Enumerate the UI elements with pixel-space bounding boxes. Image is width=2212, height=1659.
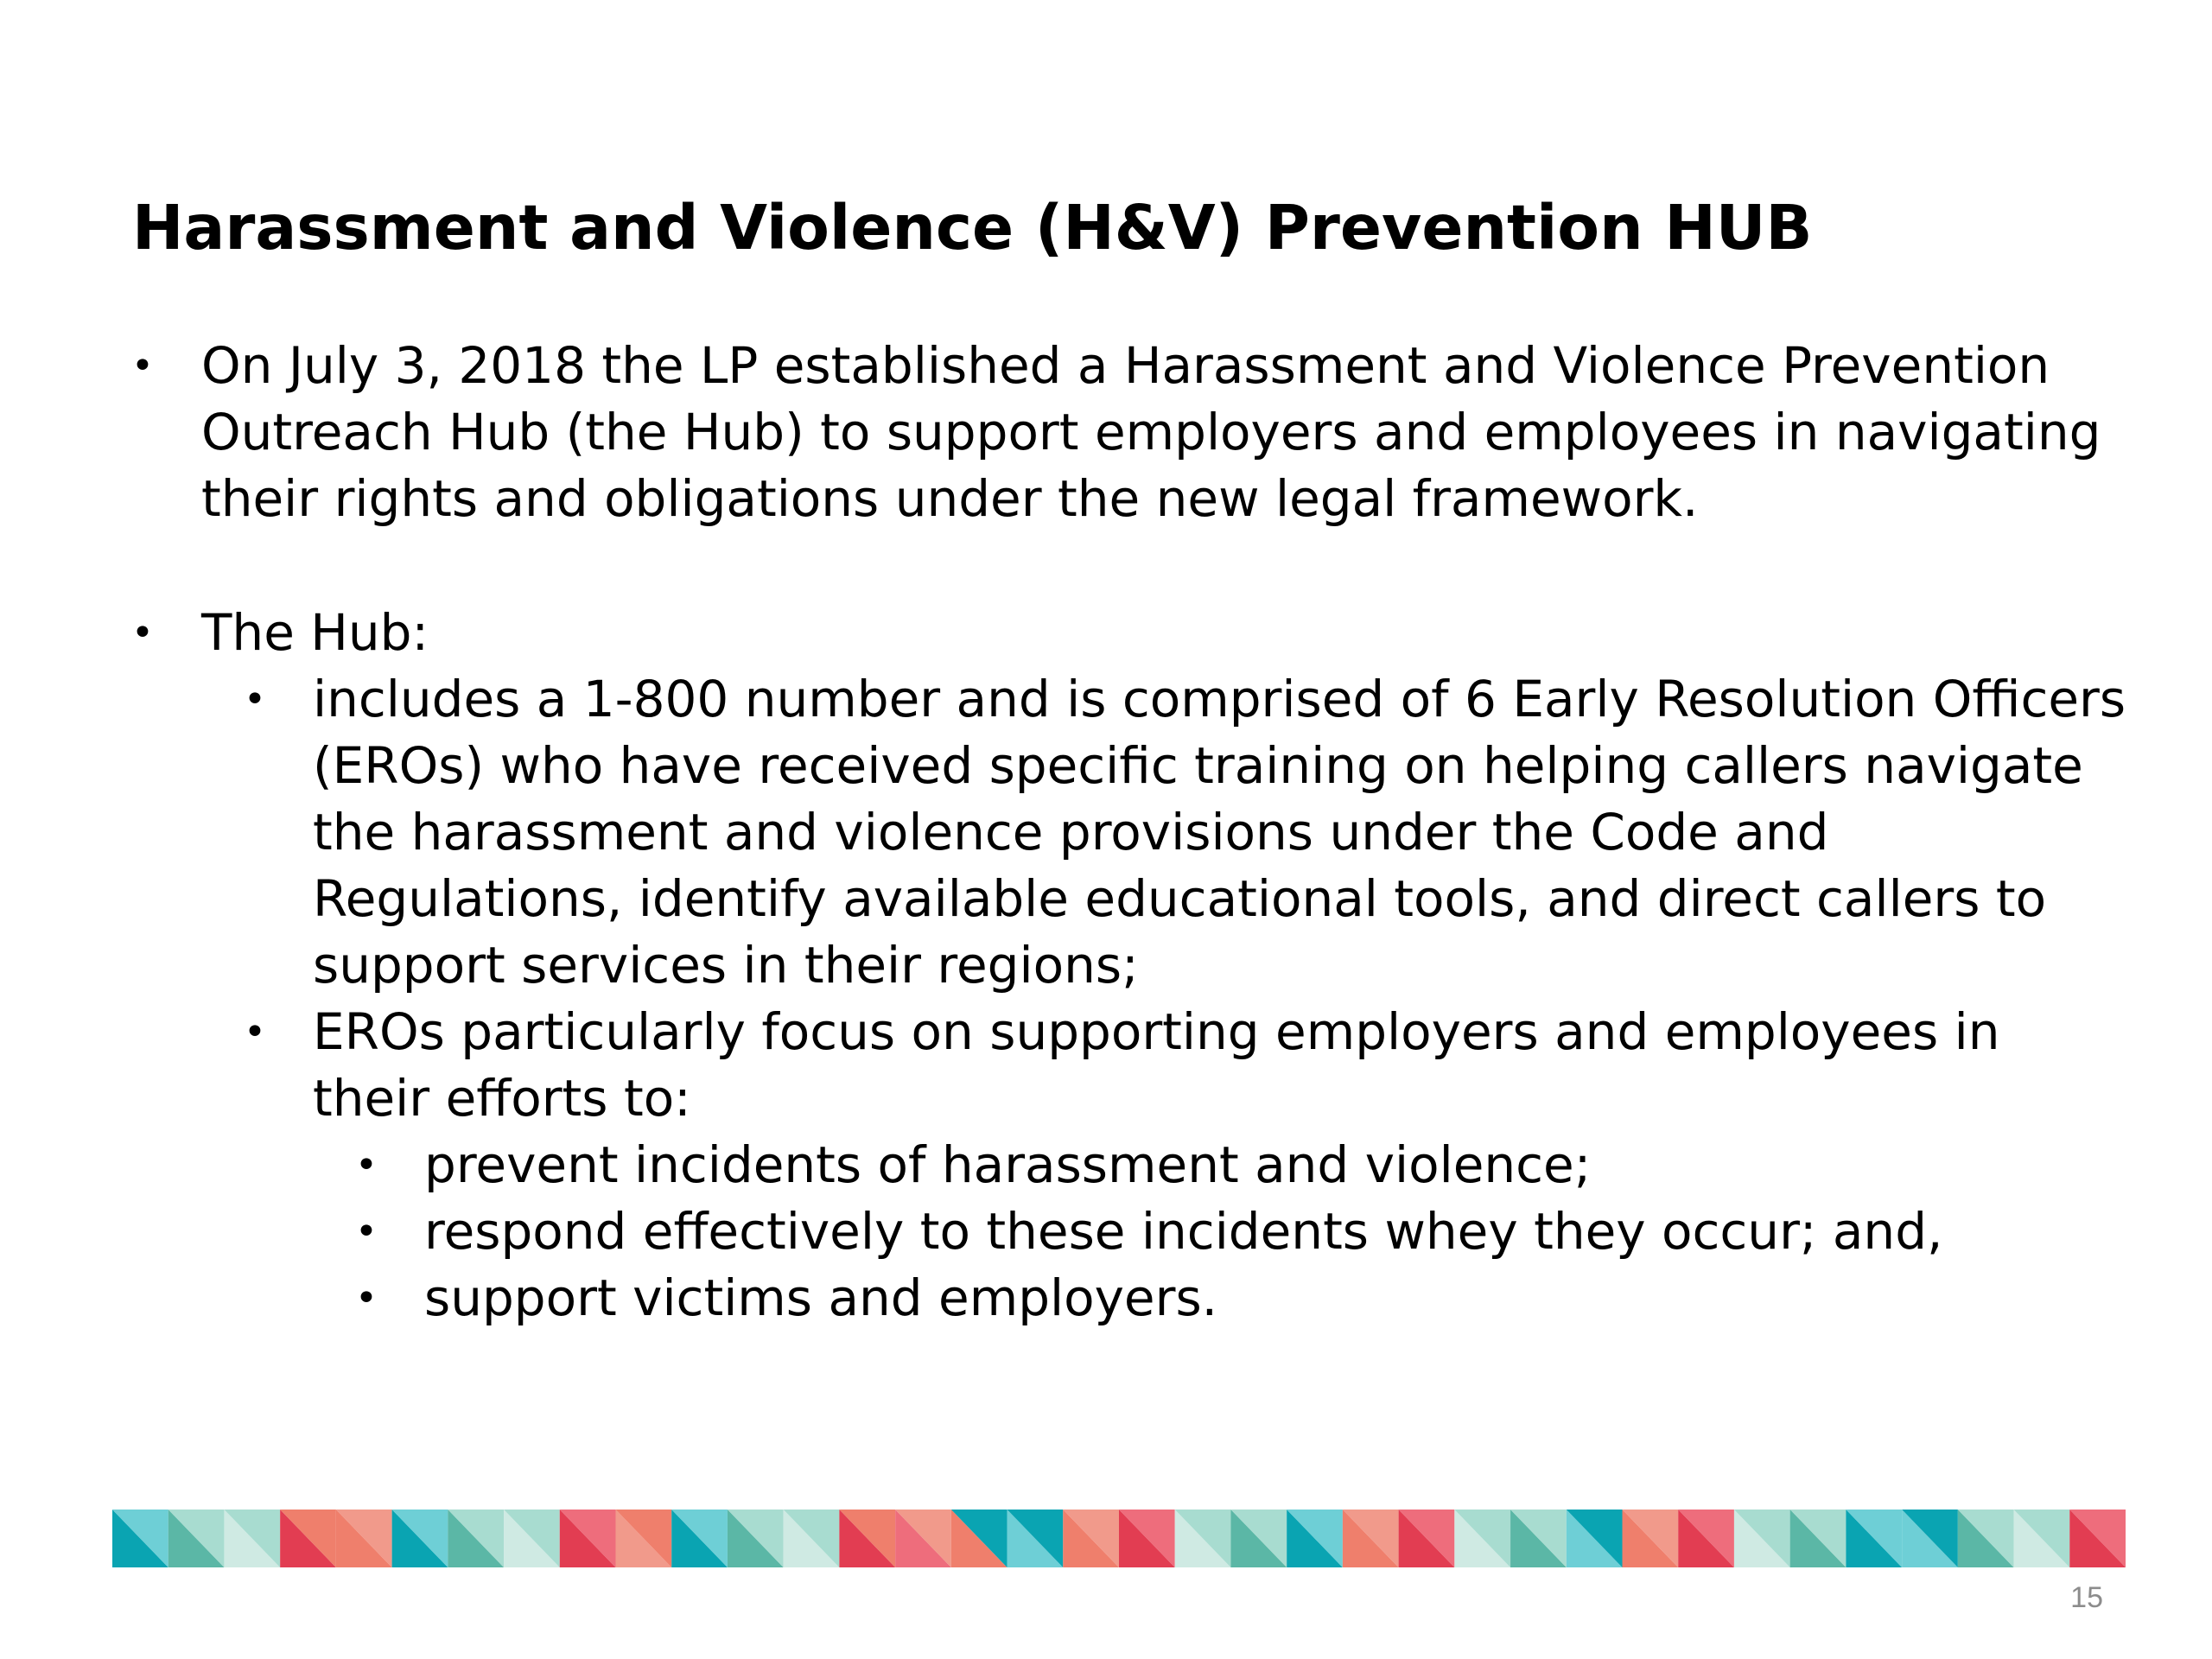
- sub-sub-bullet-item: [0, 1265, 2212, 1332]
- bullet-glyph: •: [131, 611, 154, 655]
- sub-bullet-item: [0, 999, 2212, 1132]
- slide-title: Harassment and Violence (H&V) Prevention HUB: [132, 192, 1813, 264]
- page-number: 15: [2070, 1581, 2103, 1614]
- sub-bullet-text: includes a 1-800 number and is comprised of 6 Early Resolution Officers (EROs) who have received specific training on helping callers navigate the harassment and violence provisions under the Code and Regulations, identify available educational tools, and direct callers to support services in their regions;: [313, 670, 2126, 995]
- decorative-triangle-band: [112, 1510, 2126, 1567]
- triangle-pattern: [112, 1510, 2126, 1567]
- sub-bullet-text: EROs particularly focus on supporting employers and employees in their efforts to:: [313, 1002, 2000, 1128]
- sub-sub-bullet-text: support victims and employers.: [424, 1268, 1218, 1327]
- bullet-glyph: •: [244, 1010, 266, 1054]
- sub-sub-bullet-text: respond effectively to these incidents whey they occur; and,: [424, 1202, 1943, 1261]
- bullet-text: The Hub:: [201, 603, 429, 662]
- sub-sub-bullet-text: prevent incidents of harassment and violence;: [424, 1135, 1592, 1194]
- bullet-glyph: •: [355, 1143, 378, 1187]
- bullet-text: On July 3, 2018 the LP established a Harassment and Violence Prevention Outreach Hub (the Hub) to support employers and employees in navigating their rights and obligations under the new legal framework.: [201, 336, 2101, 528]
- bullet-glyph: •: [131, 344, 154, 388]
- bullet-spacer: [0, 532, 2212, 600]
- sub-sub-bullet-item: [0, 1198, 2212, 1265]
- bullet-glyph: •: [244, 677, 266, 721]
- bullet-glyph: •: [355, 1210, 378, 1254]
- bullet-glyph: •: [355, 1276, 378, 1320]
- bullet-item: [0, 600, 2212, 666]
- sub-sub-bullet-item: [0, 1132, 2212, 1198]
- bullet-list: [0, 333, 2212, 1332]
- bullet-item: [0, 333, 2212, 532]
- sub-bullet-item: [0, 666, 2212, 999]
